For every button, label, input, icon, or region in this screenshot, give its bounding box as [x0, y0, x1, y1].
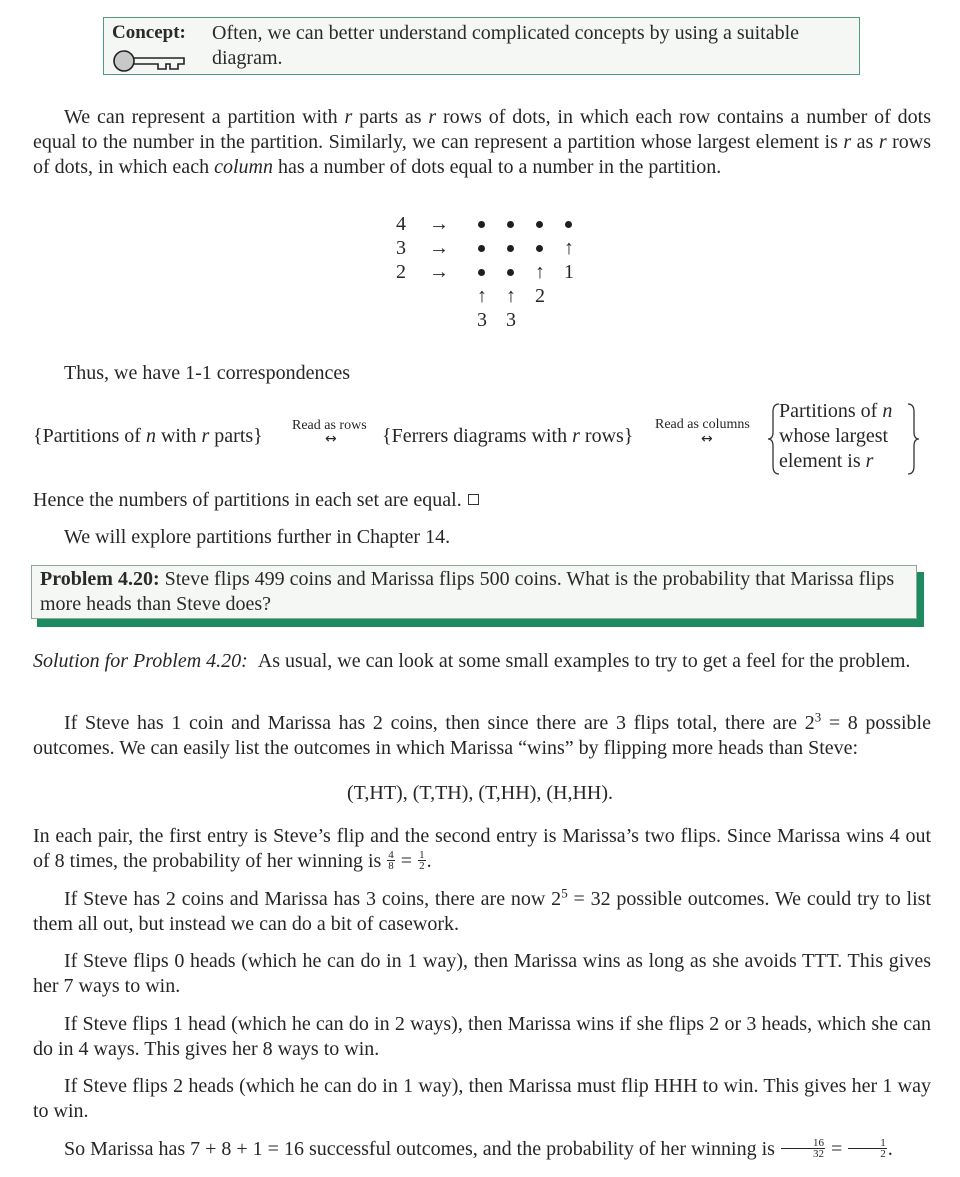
- conclusion-text: Hence the numbers of partitions in each set are equal.: [33, 489, 462, 511]
- math-var-r: r: [344, 106, 353, 128]
- solution-paragraph-3: [33, 887, 931, 937]
- solution-paragraph-5: If Steve flips 1 head (which he can do in 2 ways), then Marissa wins if she flips 2 or 3 heads, which she can do in 4 ways. This gives her 8 ways to win.: [33, 1013, 931, 1060]
- solution-paragraph-7: [33, 1137, 931, 1162]
- outcomes-list: (T,HT), (T,TH), (T,HH), (H,HH).: [346, 782, 613, 804]
- ferrers-diagram: [390, 212, 580, 342]
- intro-paragraph: [33, 105, 931, 180]
- text-run: has a number of dots equal to a number in the partition.: [272, 156, 722, 178]
- key-icon: [112, 50, 186, 76]
- right-arrow-icon: →: [429, 213, 449, 235]
- text-run: .: [426, 850, 432, 872]
- text-run: =: [395, 850, 418, 872]
- math-var-r: r: [843, 131, 852, 153]
- emphasis-column: column: [214, 156, 273, 178]
- numerator: 1: [848, 1138, 887, 1149]
- set3-line-3: element is r: [779, 450, 874, 472]
- text-run: = 32 possible outcomes. We could try to list them all out, but instead we can do a bit of casework.: [33, 888, 931, 935]
- text-run: as: [851, 131, 879, 153]
- problem-box: [31, 565, 917, 619]
- denominator: 2: [880, 1147, 886, 1160]
- problem-label: Problem 4.20:: [40, 568, 160, 590]
- up-arrow-icon: ↑: [506, 285, 516, 307]
- text-run: =: [825, 1138, 848, 1160]
- fraction-1-2: [418, 850, 426, 871]
- fraction-16-32: [781, 1138, 825, 1159]
- text-run: If Steve has 1 coin and Marissa has 2 coins, then since there are 3 flips total, there are 2: [64, 712, 815, 734]
- set3-line-2: whose largest: [779, 425, 889, 447]
- text-run: = 8 possible outcomes. We can easily list the outcomes in which Marissa “wins” by flipping more heads than Steve:: [33, 712, 931, 759]
- solution-paragraph-1: [33, 711, 931, 761]
- row-label: 3: [396, 237, 406, 259]
- solution-intro-text: As usual, we can look at some small examples to try to get a feel for the problem.: [257, 650, 911, 672]
- denominator: 2: [419, 859, 425, 872]
- text-run: We can represent a partition with: [64, 106, 345, 128]
- ferrers-dot: [565, 221, 572, 228]
- fraction-4-8: [387, 850, 395, 871]
- map-label-rows: Read as rows: [292, 418, 367, 433]
- row-label: 2: [396, 261, 406, 283]
- numerator: 4: [388, 848, 394, 861]
- up-arrow-icon: ↑: [477, 285, 487, 307]
- exponent: 3: [814, 709, 822, 725]
- set-partitions-r-parts: {Partitions of n with r parts}: [33, 425, 263, 447]
- text-run: .: [887, 1138, 893, 1160]
- column-label: 1: [564, 261, 574, 283]
- math-var-r: r: [878, 131, 887, 153]
- correspondence-chain: [33, 400, 933, 480]
- text-run: If Steve has 2 coins and Marissa has 3 coins, there are now 2: [64, 888, 562, 910]
- text-run: rows of dots, in which each row contains a number of dots equal to the number in the partition. Similarly, we can represent a partition whose largest element is: [33, 106, 931, 153]
- concept-text: Often, we can better understand complicated concepts by using a suitable diagram.: [212, 22, 800, 69]
- solution-paragraph-2: [33, 824, 931, 874]
- set3-line-1: Partitions of n: [779, 400, 893, 422]
- fraction-1-2: [848, 1138, 887, 1159]
- column-label: 3: [506, 309, 516, 331]
- ferrers-dot: [536, 221, 543, 228]
- further-line: We will explore partitions further in Chapter 14.: [64, 526, 451, 548]
- correspondence-lead: Thus, we have 1-1 correspondences: [64, 362, 351, 384]
- map-label-columns: Read as columns: [655, 417, 750, 432]
- numerator: 16: [781, 1138, 825, 1149]
- right-arrow-icon: →: [429, 237, 449, 259]
- ferrers-dot: [507, 245, 514, 252]
- numerator: 1: [419, 848, 425, 861]
- ferrers-dot: [478, 245, 485, 252]
- ferrers-dot: [478, 221, 485, 228]
- right-brace-icon: [906, 402, 920, 476]
- right-arrow-icon: →: [429, 261, 449, 283]
- text-run: So Marissa has 7 + 8 + 1 = 16 successful outcomes, and the probability of her winning is: [64, 1138, 780, 1160]
- denominator: 32: [812, 1147, 824, 1160]
- ferrers-dot: [507, 221, 514, 228]
- bidirectional-arrow-icon: ↔: [325, 431, 337, 447]
- text-run: In each pair, the first entry is Steve’s flip and the second entry is Marissa’s two flips. Since Marissa wins 4 out of 8 times, the probability of her winning is: [33, 825, 931, 872]
- problem-text: Steve flips 499 coins and Marissa flips 500 coins. What is the probability that Marissa flips more heads than Steve does?: [40, 568, 895, 615]
- concept-label: Concept:: [112, 22, 186, 43]
- column-label: 2: [535, 285, 545, 307]
- ferrers-dot: [536, 245, 543, 252]
- solution-paragraph-4: If Steve flips 0 heads (which he can do in 1 way), then Marissa wins as long as she avoids TTT. This gives her 7 ways to win.: [33, 950, 931, 997]
- problem-statement: [40, 567, 910, 617]
- text-run: rows of dots, in which each: [33, 131, 931, 178]
- ferrers-dot: [507, 269, 514, 276]
- math-var-r: r: [428, 106, 437, 128]
- solution-intro: [33, 649, 931, 674]
- bidirectional-arrow-icon: ↔: [701, 431, 713, 447]
- solution-label: Solution for Problem 4.20:: [33, 650, 248, 672]
- up-arrow-icon: ↑: [564, 237, 574, 259]
- concept-box: [103, 17, 860, 75]
- denominator: 8: [388, 859, 394, 872]
- ferrers-dot: [478, 269, 485, 276]
- conclusion-line: [33, 488, 479, 513]
- qed-icon: [468, 494, 479, 505]
- set-ferrers-diagrams: {Ferrers diagrams with r rows}: [382, 425, 634, 447]
- row-label: 4: [396, 213, 406, 235]
- solution-paragraph-6: If Steve flips 2 heads (which he can do in 1 way), then Marissa must flip HHH to win. This gives her 1 way to win.: [33, 1075, 931, 1122]
- exponent: 5: [561, 885, 568, 901]
- column-label: 3: [477, 309, 487, 331]
- up-arrow-icon: ↑: [535, 261, 545, 283]
- text-run: parts as: [352, 106, 429, 128]
